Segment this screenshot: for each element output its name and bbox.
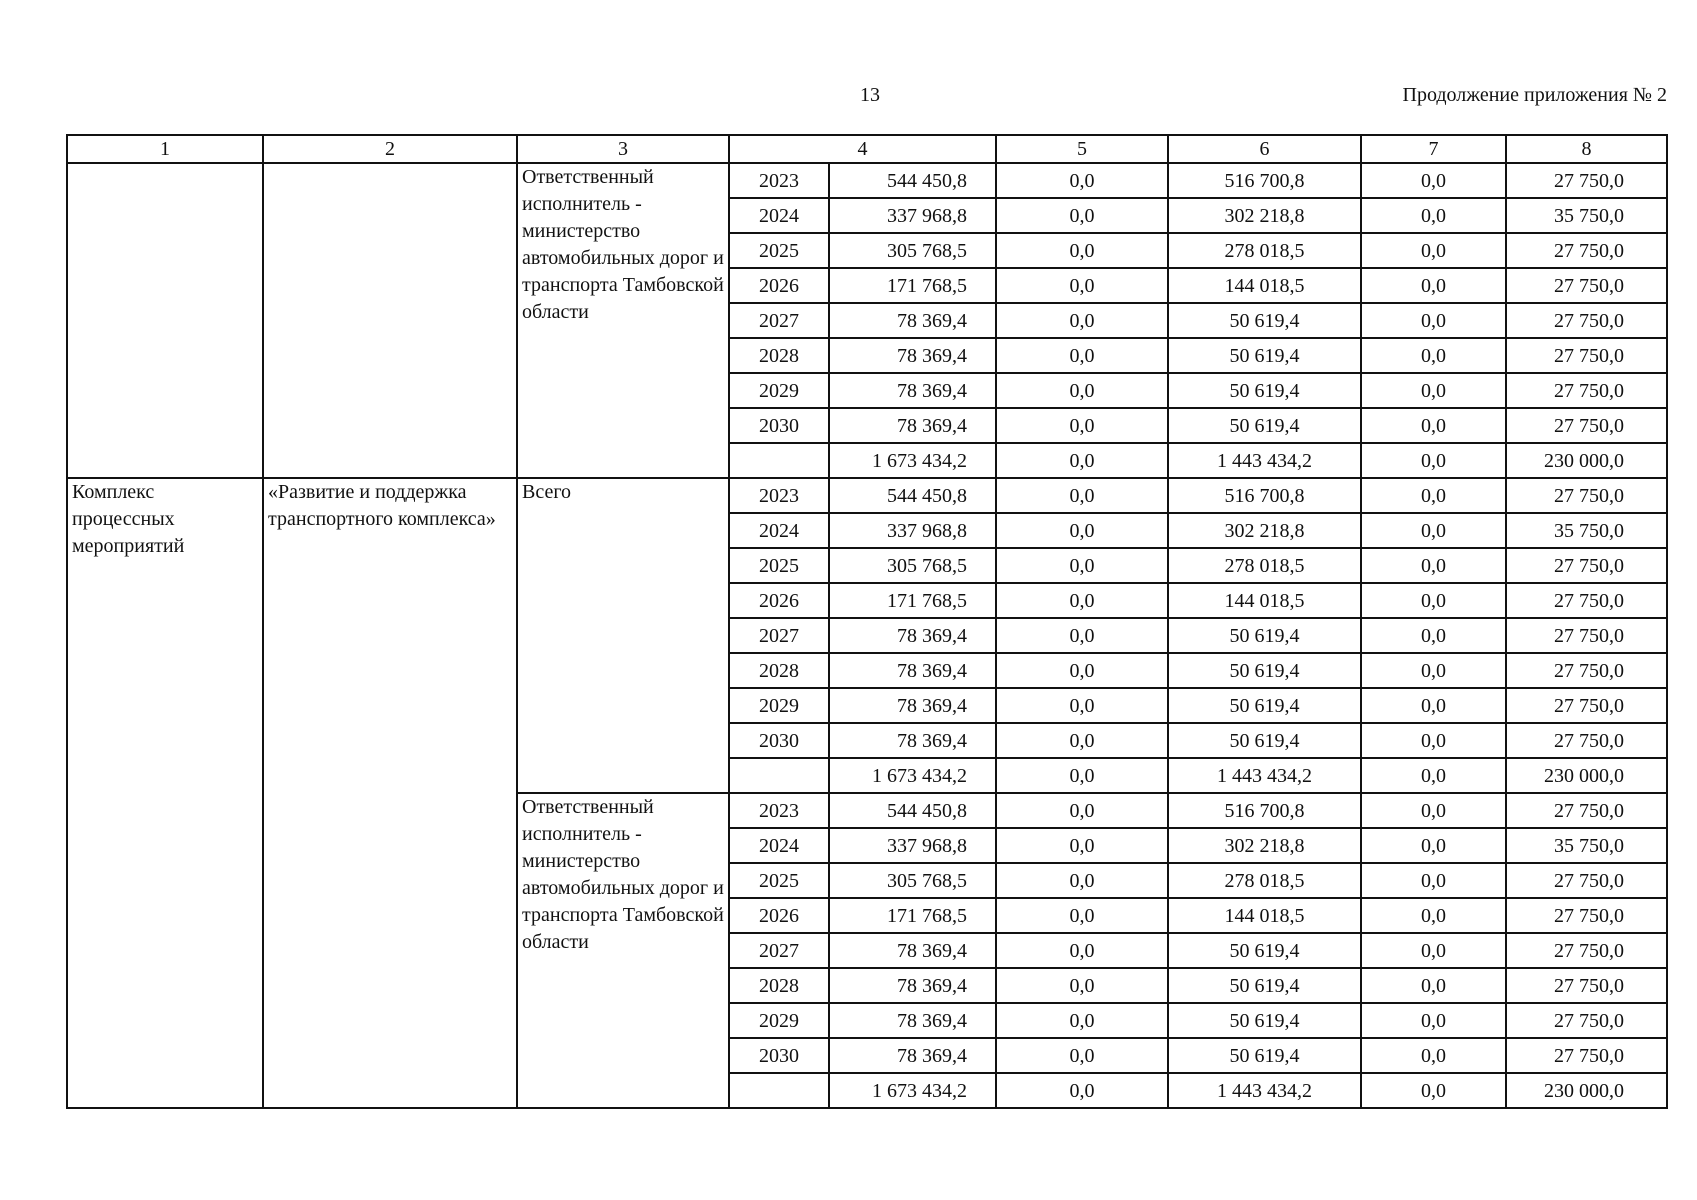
column-number: 6 bbox=[1168, 135, 1361, 163]
year-cell bbox=[729, 758, 829, 793]
column-number: 5 bbox=[996, 135, 1168, 163]
year-cell: 2026 bbox=[729, 268, 829, 303]
activity-name-cell: «Развитие и поддержка транспортного комплекса» bbox=[263, 478, 517, 1108]
value-cell-col5: 0,0 bbox=[996, 758, 1168, 793]
value-cell-col6: 50 619,4 bbox=[1168, 653, 1361, 688]
value-cell-col8: 27 750,0 bbox=[1506, 163, 1667, 198]
year-cell: 2025 bbox=[729, 863, 829, 898]
value-cell-col7: 0,0 bbox=[1361, 863, 1506, 898]
column-number: 2 bbox=[263, 135, 517, 163]
value-cell-col6: 50 619,4 bbox=[1168, 723, 1361, 758]
value-cell-col7: 0,0 bbox=[1361, 933, 1506, 968]
total-amount-cell: 78 369,4 bbox=[829, 933, 996, 968]
value-cell-col6: 1 443 434,2 bbox=[1168, 758, 1361, 793]
value-cell-col7: 0,0 bbox=[1361, 618, 1506, 653]
value-cell-col6: 144 018,5 bbox=[1168, 583, 1361, 618]
value-cell-col7: 0,0 bbox=[1361, 968, 1506, 1003]
total-amount-cell: 78 369,4 bbox=[829, 1003, 996, 1038]
value-cell-col5: 0,0 bbox=[996, 688, 1168, 723]
total-amount-cell: 171 768,5 bbox=[829, 268, 996, 303]
value-cell-col5: 0,0 bbox=[996, 793, 1168, 828]
activity-type-cell bbox=[67, 163, 263, 478]
year-cell: 2030 bbox=[729, 723, 829, 758]
value-cell-col8: 27 750,0 bbox=[1506, 863, 1667, 898]
value-cell-col8: 27 750,0 bbox=[1506, 233, 1667, 268]
value-cell-col8: 35 750,0 bbox=[1506, 513, 1667, 548]
value-cell-col7: 0,0 bbox=[1361, 163, 1506, 198]
value-cell-col8: 27 750,0 bbox=[1506, 408, 1667, 443]
value-cell-col6: 1 443 434,2 bbox=[1168, 1073, 1361, 1108]
value-cell-col8: 27 750,0 bbox=[1506, 583, 1667, 618]
year-cell: 2030 bbox=[729, 1038, 829, 1073]
value-cell-col6: 516 700,8 bbox=[1168, 478, 1361, 513]
value-cell-col8: 230 000,0 bbox=[1506, 443, 1667, 478]
page-number: 13 bbox=[860, 84, 880, 106]
value-cell-col7: 0,0 bbox=[1361, 653, 1506, 688]
value-cell-col6: 302 218,8 bbox=[1168, 828, 1361, 863]
value-cell-col6: 144 018,5 bbox=[1168, 268, 1361, 303]
value-cell-col7: 0,0 bbox=[1361, 583, 1506, 618]
year-cell: 2023 bbox=[729, 478, 829, 513]
value-cell-col5: 0,0 bbox=[996, 198, 1168, 233]
value-cell-col6: 516 700,8 bbox=[1168, 793, 1361, 828]
year-cell: 2025 bbox=[729, 233, 829, 268]
year-cell: 2025 bbox=[729, 548, 829, 583]
total-amount-cell: 78 369,4 bbox=[829, 338, 996, 373]
value-cell-col8: 27 750,0 bbox=[1506, 968, 1667, 1003]
value-cell-col8: 27 750,0 bbox=[1506, 618, 1667, 653]
table-row bbox=[67, 478, 1667, 513]
total-amount-cell: 78 369,4 bbox=[829, 1038, 996, 1073]
table-row bbox=[67, 163, 1667, 198]
value-cell-col7: 0,0 bbox=[1361, 723, 1506, 758]
value-cell-col7: 0,0 bbox=[1361, 408, 1506, 443]
column-number: 3 bbox=[517, 135, 729, 163]
value-cell-col8: 27 750,0 bbox=[1506, 268, 1667, 303]
value-cell-col7: 0,0 bbox=[1361, 233, 1506, 268]
value-cell-col7: 0,0 bbox=[1361, 688, 1506, 723]
value-cell-col5: 0,0 bbox=[996, 863, 1168, 898]
column-number: 7 bbox=[1361, 135, 1506, 163]
total-amount-cell: 78 369,4 bbox=[829, 723, 996, 758]
total-amount-cell: 78 369,4 bbox=[829, 373, 996, 408]
column-number: 4 bbox=[729, 135, 996, 163]
value-cell-col8: 27 750,0 bbox=[1506, 373, 1667, 408]
year-cell: 2026 bbox=[729, 583, 829, 618]
value-cell-col6: 50 619,4 bbox=[1168, 373, 1361, 408]
value-cell-col5: 0,0 bbox=[996, 233, 1168, 268]
year-cell: 2027 bbox=[729, 618, 829, 653]
total-amount-cell: 544 450,8 bbox=[829, 793, 996, 828]
value-cell-col5: 0,0 bbox=[996, 618, 1168, 653]
year-cell: 2029 bbox=[729, 1003, 829, 1038]
year-cell: 2023 bbox=[729, 163, 829, 198]
value-cell-col8: 27 750,0 bbox=[1506, 898, 1667, 933]
total-amount-cell: 1 673 434,2 bbox=[829, 1073, 996, 1108]
value-cell-col8: 27 750,0 bbox=[1506, 478, 1667, 513]
year-cell: 2029 bbox=[729, 688, 829, 723]
value-cell-col8: 27 750,0 bbox=[1506, 303, 1667, 338]
value-cell-col6: 50 619,4 bbox=[1168, 933, 1361, 968]
year-cell: 2023 bbox=[729, 793, 829, 828]
value-cell-col7: 0,0 bbox=[1361, 478, 1506, 513]
year-cell: 2028 bbox=[729, 653, 829, 688]
value-cell-col7: 0,0 bbox=[1361, 198, 1506, 233]
value-cell-col5: 0,0 bbox=[996, 933, 1168, 968]
value-cell-col8: 27 750,0 bbox=[1506, 1003, 1667, 1038]
value-cell-col5: 0,0 bbox=[996, 303, 1168, 338]
activity-type-cell: Комплекс процессных мероприятий bbox=[67, 478, 263, 1108]
value-cell-col8: 27 750,0 bbox=[1506, 338, 1667, 373]
value-cell-col6: 50 619,4 bbox=[1168, 303, 1361, 338]
total-amount-cell: 78 369,4 bbox=[829, 653, 996, 688]
value-cell-col7: 0,0 bbox=[1361, 1038, 1506, 1073]
year-cell: 2026 bbox=[729, 898, 829, 933]
total-amount-cell: 544 450,8 bbox=[829, 163, 996, 198]
value-cell-col5: 0,0 bbox=[996, 478, 1168, 513]
year-cell: 2029 bbox=[729, 373, 829, 408]
total-amount-cell: 305 768,5 bbox=[829, 863, 996, 898]
funding-source-cell: Ответственный исполнитель - министерство автомобильных дорог и транспорта Тамбовской области bbox=[517, 793, 729, 1108]
value-cell-col7: 0,0 bbox=[1361, 373, 1506, 408]
year-cell: 2024 bbox=[729, 828, 829, 863]
value-cell-col6: 50 619,4 bbox=[1168, 1003, 1361, 1038]
value-cell-col5: 0,0 bbox=[996, 513, 1168, 548]
value-cell-col6: 50 619,4 bbox=[1168, 1038, 1361, 1073]
value-cell-col5: 0,0 bbox=[996, 548, 1168, 583]
funding-source-cell: Всего bbox=[517, 478, 729, 793]
year-cell: 2030 bbox=[729, 408, 829, 443]
value-cell-col5: 0,0 bbox=[996, 968, 1168, 1003]
value-cell-col6: 278 018,5 bbox=[1168, 548, 1361, 583]
value-cell-col6: 50 619,4 bbox=[1168, 338, 1361, 373]
total-amount-cell: 305 768,5 bbox=[829, 548, 996, 583]
value-cell-col8: 35 750,0 bbox=[1506, 198, 1667, 233]
total-amount-cell: 78 369,4 bbox=[829, 618, 996, 653]
value-cell-col8: 27 750,0 bbox=[1506, 933, 1667, 968]
value-cell-col6: 50 619,4 bbox=[1168, 688, 1361, 723]
value-cell-col8: 27 750,0 bbox=[1506, 688, 1667, 723]
total-amount-cell: 337 968,8 bbox=[829, 828, 996, 863]
total-amount-cell: 1 673 434,2 bbox=[829, 443, 996, 478]
value-cell-col6: 278 018,5 bbox=[1168, 863, 1361, 898]
value-cell-col5: 0,0 bbox=[996, 1073, 1168, 1108]
total-amount-cell: 78 369,4 bbox=[829, 303, 996, 338]
value-cell-col7: 0,0 bbox=[1361, 338, 1506, 373]
value-cell-col5: 0,0 bbox=[996, 583, 1168, 618]
value-cell-col6: 302 218,8 bbox=[1168, 513, 1361, 548]
value-cell-col7: 0,0 bbox=[1361, 1003, 1506, 1038]
value-cell-col8: 27 750,0 bbox=[1506, 723, 1667, 758]
value-cell-col5: 0,0 bbox=[996, 1003, 1168, 1038]
total-amount-cell: 544 450,8 bbox=[829, 478, 996, 513]
value-cell-col6: 50 619,4 bbox=[1168, 968, 1361, 1003]
value-cell-col8: 35 750,0 bbox=[1506, 828, 1667, 863]
value-cell-col8: 27 750,0 bbox=[1506, 1038, 1667, 1073]
value-cell-col7: 0,0 bbox=[1361, 828, 1506, 863]
value-cell-col8: 27 750,0 bbox=[1506, 653, 1667, 688]
year-cell: 2028 bbox=[729, 968, 829, 1003]
value-cell-col7: 0,0 bbox=[1361, 898, 1506, 933]
funding-source-cell: Ответственный исполнитель - министерство автомобильных дорог и транспорта Тамбовской области bbox=[517, 163, 729, 478]
year-cell: 2027 bbox=[729, 933, 829, 968]
column-number: 8 bbox=[1506, 135, 1667, 163]
total-amount-cell: 78 369,4 bbox=[829, 968, 996, 1003]
total-amount-cell: 78 369,4 bbox=[829, 408, 996, 443]
activity-name-cell bbox=[263, 163, 517, 478]
value-cell-col5: 0,0 bbox=[996, 653, 1168, 688]
value-cell-col7: 0,0 bbox=[1361, 793, 1506, 828]
total-amount-cell: 171 768,5 bbox=[829, 898, 996, 933]
total-amount-cell: 305 768,5 bbox=[829, 233, 996, 268]
year-cell: 2027 bbox=[729, 303, 829, 338]
year-cell: 2024 bbox=[729, 513, 829, 548]
year-cell bbox=[729, 1073, 829, 1108]
value-cell-col5: 0,0 bbox=[996, 898, 1168, 933]
value-cell-col7: 0,0 bbox=[1361, 548, 1506, 583]
value-cell-col5: 0,0 bbox=[996, 268, 1168, 303]
column-number-row bbox=[67, 135, 1667, 163]
total-amount-cell: 171 768,5 bbox=[829, 583, 996, 618]
value-cell-col7: 0,0 bbox=[1361, 443, 1506, 478]
value-cell-col5: 0,0 bbox=[996, 1038, 1168, 1073]
appendix-continuation-note: Продолжение приложения № 2 bbox=[1402, 84, 1667, 106]
value-cell-col5: 0,0 bbox=[996, 828, 1168, 863]
value-cell-col5: 0,0 bbox=[996, 408, 1168, 443]
value-cell-col7: 0,0 bbox=[1361, 513, 1506, 548]
value-cell-col6: 50 619,4 bbox=[1168, 408, 1361, 443]
value-cell-col7: 0,0 bbox=[1361, 303, 1506, 338]
value-cell-col7: 0,0 bbox=[1361, 268, 1506, 303]
total-amount-cell: 337 968,8 bbox=[829, 513, 996, 548]
value-cell-col8: 230 000,0 bbox=[1506, 1073, 1667, 1108]
value-cell-col7: 0,0 bbox=[1361, 758, 1506, 793]
value-cell-col5: 0,0 bbox=[996, 163, 1168, 198]
value-cell-col5: 0,0 bbox=[996, 373, 1168, 408]
value-cell-col8: 27 750,0 bbox=[1506, 793, 1667, 828]
column-number: 1 bbox=[67, 135, 263, 163]
value-cell-col5: 0,0 bbox=[996, 443, 1168, 478]
value-cell-col6: 302 218,8 bbox=[1168, 198, 1361, 233]
value-cell-col5: 0,0 bbox=[996, 338, 1168, 373]
total-amount-cell: 1 673 434,2 bbox=[829, 758, 996, 793]
funding-table bbox=[66, 134, 1668, 1109]
value-cell-col6: 50 619,4 bbox=[1168, 618, 1361, 653]
year-cell: 2028 bbox=[729, 338, 829, 373]
year-cell bbox=[729, 443, 829, 478]
total-amount-cell: 78 369,4 bbox=[829, 688, 996, 723]
value-cell-col6: 516 700,8 bbox=[1168, 163, 1361, 198]
value-cell-col6: 278 018,5 bbox=[1168, 233, 1361, 268]
total-amount-cell: 337 968,8 bbox=[829, 198, 996, 233]
value-cell-col7: 0,0 bbox=[1361, 1073, 1506, 1108]
year-cell: 2024 bbox=[729, 198, 829, 233]
value-cell-col6: 144 018,5 bbox=[1168, 898, 1361, 933]
value-cell-col6: 1 443 434,2 bbox=[1168, 443, 1361, 478]
value-cell-col5: 0,0 bbox=[996, 723, 1168, 758]
value-cell-col8: 27 750,0 bbox=[1506, 548, 1667, 583]
value-cell-col8: 230 000,0 bbox=[1506, 758, 1667, 793]
